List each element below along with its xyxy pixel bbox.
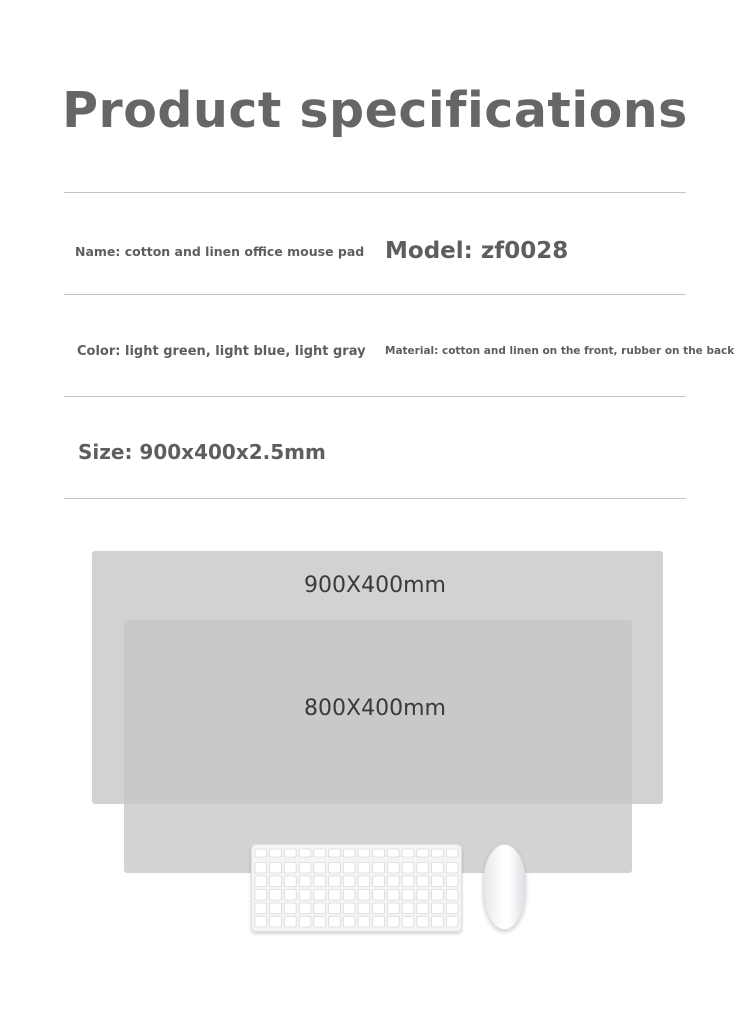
spec-color: Color: light green, light blue, light gray: [77, 344, 366, 359]
small-pad-label: 800X400mm: [304, 696, 446, 721]
divider: [64, 192, 686, 193]
page-title: Product specifications: [62, 82, 688, 139]
divider: [64, 498, 686, 499]
small-pad-outline: [124, 620, 632, 873]
divider: [64, 294, 686, 295]
spec-material: Material: cotton and linen on the front, rubber on the back: [385, 345, 735, 357]
keyboard-icon: [251, 844, 462, 932]
mouse-icon: [483, 844, 526, 930]
divider: [64, 396, 686, 397]
spec-size: Size: 900x400x2.5mm: [78, 440, 326, 464]
large-pad-label: 900X400mm: [304, 573, 446, 598]
spec-model: Model: zf0028: [385, 238, 569, 264]
spec-name: Name: cotton and linen office mouse pad: [75, 244, 365, 259]
